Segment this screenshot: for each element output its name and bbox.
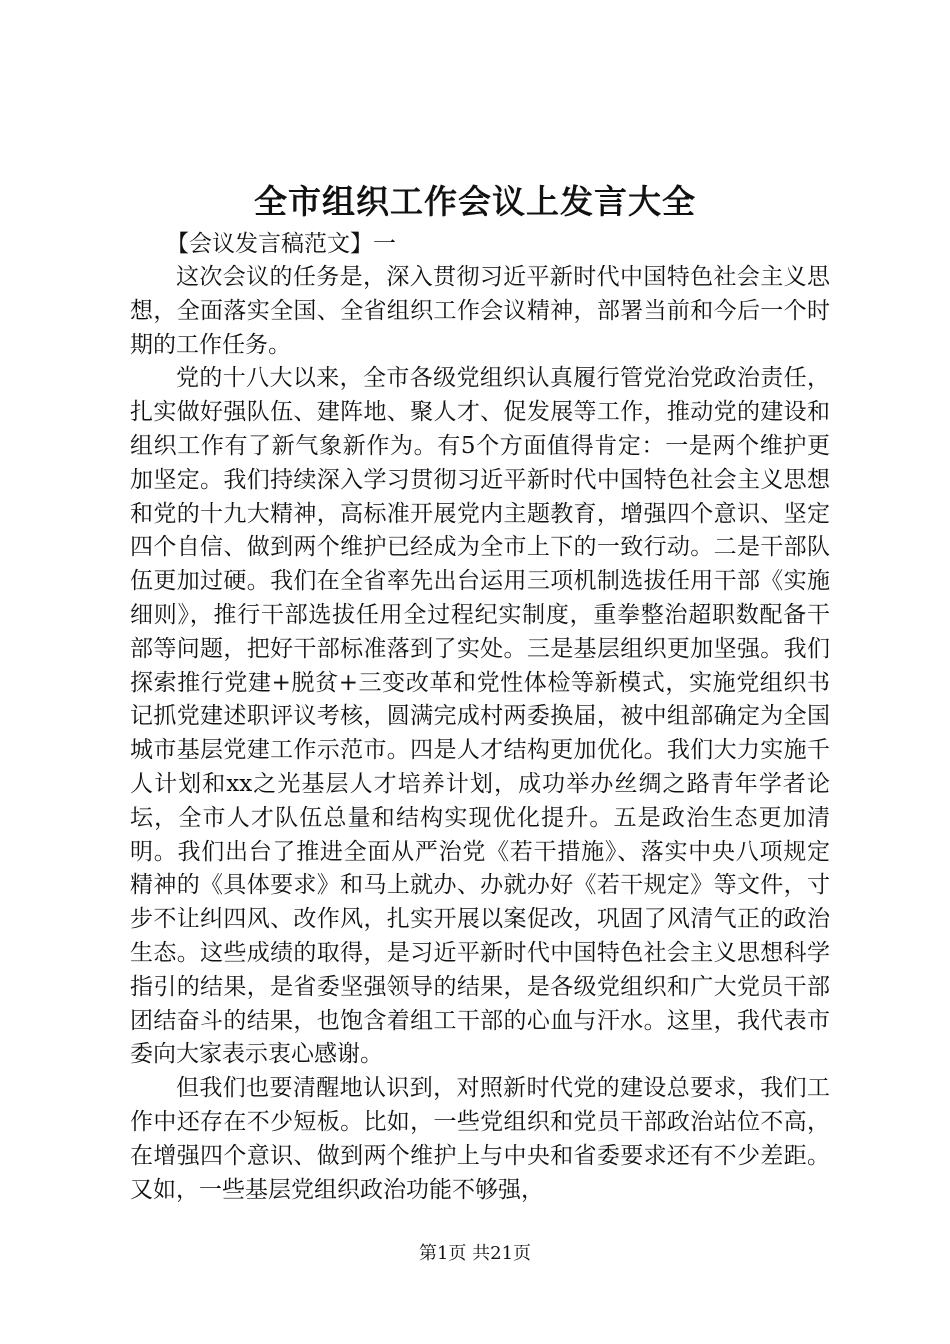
document-body	[130, 228, 830, 1207]
document-title: 全市组织工作会议上发言大全	[254, 182, 696, 221]
paragraph-3: 但我们也要清醒地认识到，对照新时代党的建设总要求，我们工作中还存在不少短板。比如，一些党组织和党员干部政治站位不高，在增强四个意识、做到两个维护上与中央和省委要求还有不少差距。又如，一些基层党组织政治功能不够强，	[130, 1075, 830, 1203]
section-subheading: 【会议发言稿范文】一	[166, 231, 396, 257]
paragraph-2: 党的十八大以来，全市各级党组织认真履行管党治党政治责任，扎实做好强队伍、建阵地、聚人才、促发展等工作，推动党的建设和组织工作有了新气象新作为。有5个方面值得肯定：一是两个维护更加坚定。我们持续深入学习贯彻习近平新时代中国特色社会主义思想和党的十九大精神，高标准开展党内主题教育，增强四个意识、坚定四个自信、做到两个维护已经成为全市上下的一致行动。二是干部队伍更加过硬。我们在全省率先出台运用三项机制选拔任用干部《实施细则》，推行干部选拔任用全过程纪实制度，重拳整治超职数配备干部等问题，把好干部标准落到了实处。三是基层组织更加坚强。我们探索推行党建+脱贫+三变改革和党性体检等新模式，实施党组织书记抓党建述职评议考核，圆满完成村两委换届，被中组部确定为全国城市基层党建工作示范市。四是人才结构更加优化。我们大力实施千人计划和xx之光基层人才培养计划，成功举办丝绸之路青年学者论坛，全市人才队伍总量和结构实现优化提升。五是政治生态更加清明。我们出台了推进全面从严治党《若干措施》、落实中央八项规定精神的《具体要求》和马上就办、办就办好《若干规定》等文件，寸步不让纠四风、改作风，扎实开展以案促改，巩固了风清气正的政治生态。这些成绩的取得，是习近平新时代中国特色社会主义思想科学指引的结果，是省委坚强领导的结果，是各级党组织和广大党员干部团结奋斗的结果，也饱含着组工干部的心血与汗水。这里，我代表市委向大家表示衷心感谢。	[130, 365, 830, 1068]
paragraph-1: 这次会议的任务是，深入贯彻习近平新时代中国特色社会主义思想，全面落实全国、全省组织工作会议精神，部署当前和今后一个时期的工作任务。	[130, 264, 830, 358]
page-footer: 第1页 共21页	[418, 1243, 532, 1264]
